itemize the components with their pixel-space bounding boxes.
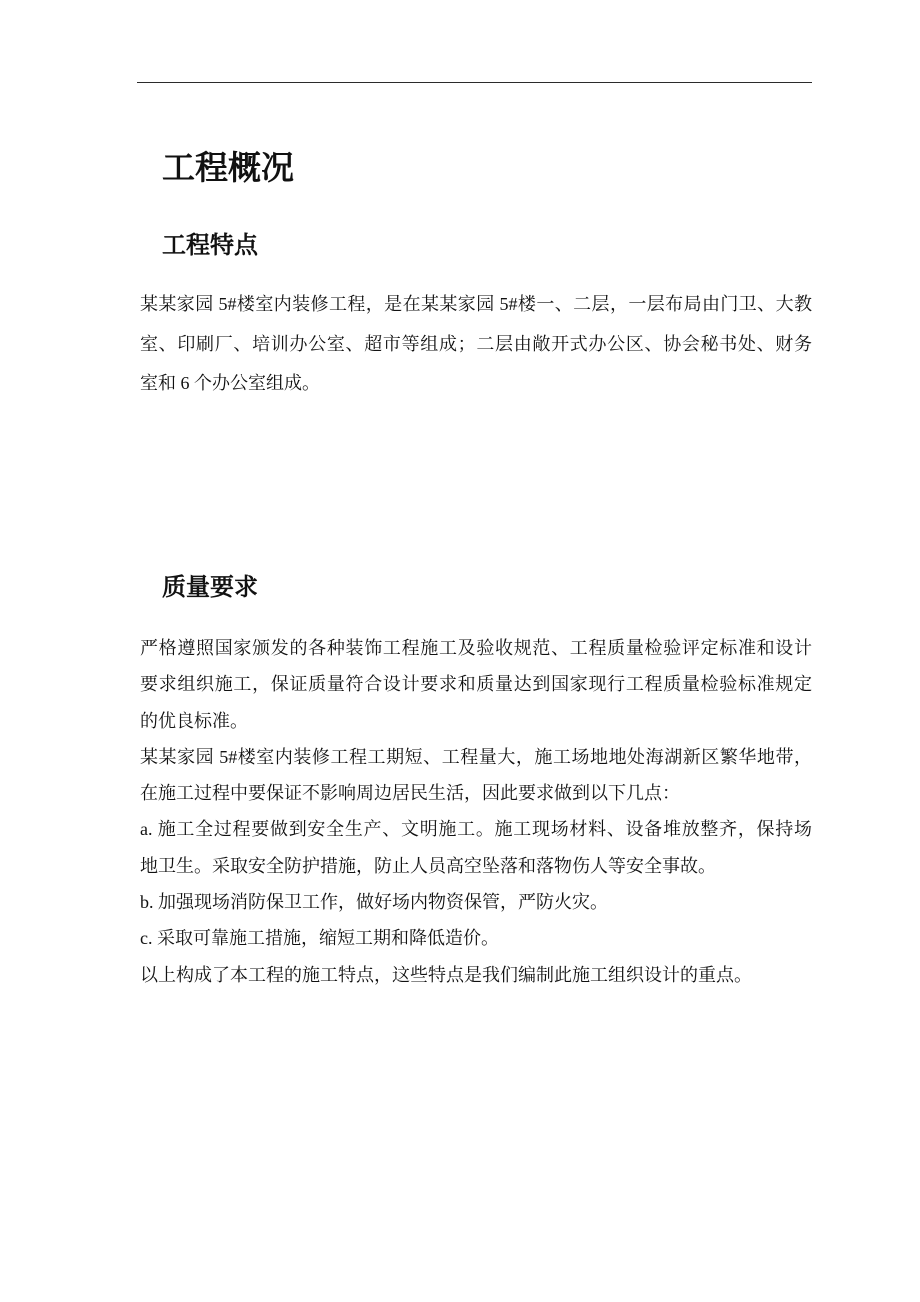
paragraph-line: 在施工过程中要保证不影响周边居民生活，因此要求做到以下几点： xyxy=(140,783,680,804)
paragraph-line: 严格遵照国家颁发的各种装饰工程施工及验收规范、工程质量检验评定标准和设计 xyxy=(140,638,812,658)
section-heading-quality: 质量要求 xyxy=(162,573,258,601)
list-item-c: c. 采取可靠施工措施，缩短工期和降低造价。 xyxy=(140,928,499,949)
list-item-a-continued: 地卫生。采取安全防护措施，防止人员高空坠落和落物伤人等安全事故。 xyxy=(140,855,716,876)
list-item-a: a. 施工全过程要做到安全生产、文明施工。施工现场材料、设备堆放整齐，保持场 xyxy=(140,819,812,840)
page-title: 工程概况 xyxy=(162,148,294,187)
paragraph-line: 室和 6 个办公室组成。 xyxy=(140,373,320,393)
header-rule xyxy=(137,82,812,83)
paragraph-line: 的优良标准。 xyxy=(140,710,248,731)
paragraph-line: 某某家园 5#楼室内装修工程，是在某某家园 5#楼一、二层，一层布局由门卫、大教 xyxy=(140,294,812,314)
paragraph-line: 室、印刷厂、培训办公室、超市等组成；二层由敞开式办公区、协会秘书处、财务 xyxy=(140,333,812,354)
list-item-b: b. 加强现场消防保卫工作，做好场内物资保管，严防火灾。 xyxy=(140,892,608,913)
summary-line: 以上构成了本工程的施工特点，这些特点是我们编制此施工组织设计的重点。 xyxy=(140,964,752,985)
paragraph-line: 某某家园 5#楼室内装修工程工期短、工程量大，施工场地地处海湖新区繁华地带， xyxy=(140,746,812,767)
section-heading-features: 工程特点 xyxy=(162,231,258,259)
features-paragraph xyxy=(140,285,812,404)
quality-paragraph xyxy=(140,630,812,993)
paragraph-line: 要求组织施工，保证质量符合设计要求和质量达到国家现行工程质量检验标准规定 xyxy=(140,674,812,695)
